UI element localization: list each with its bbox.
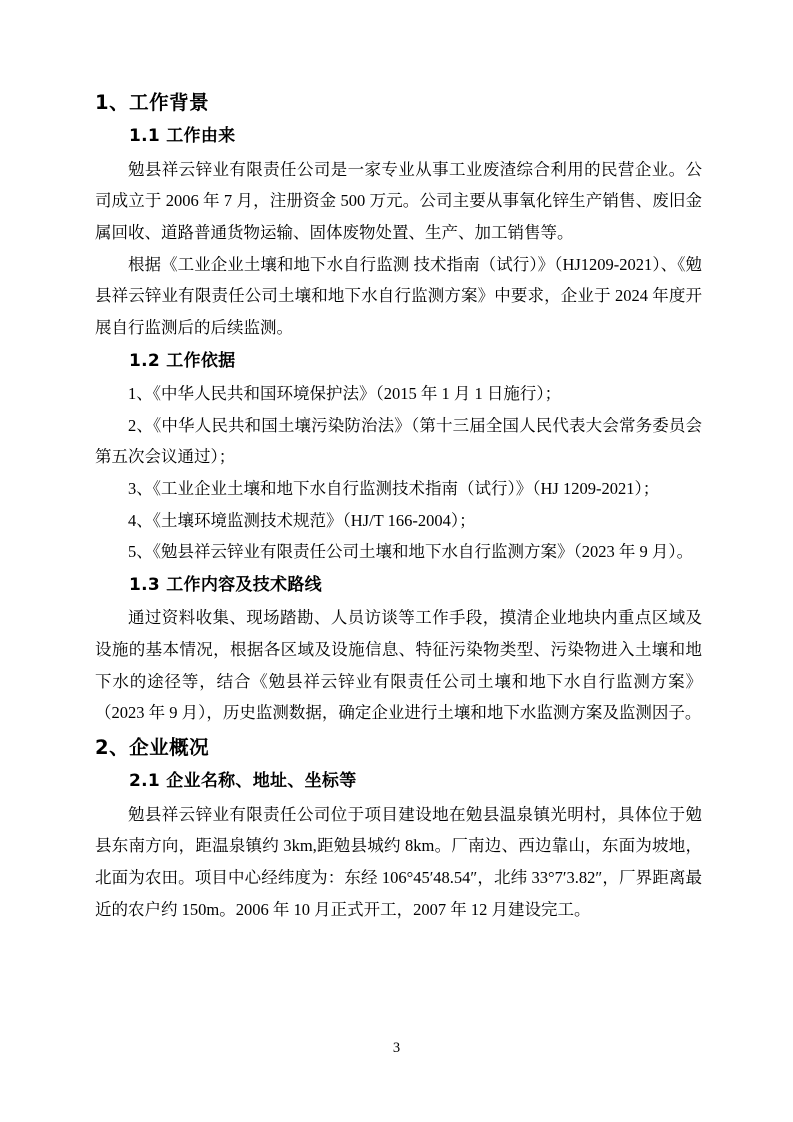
heading-work-background: 1、工作背景 bbox=[95, 91, 210, 114]
list-item-basis-2: 2、《中华人民共和国土壤污染防治法》（第十三届全国人民代表大会常务委员会第五次会议通过）； bbox=[95, 415, 702, 467]
heading-enterprise-name-address: 2.1 企业名称、地址、坐标等 bbox=[129, 771, 357, 792]
heading-enterprise-overview: 2、企业概况 bbox=[95, 736, 210, 760]
document-body bbox=[95, 88, 702, 925]
heading-work-basis: 1.2 工作依据 bbox=[129, 350, 236, 371]
paragraph-monitoring-basis: 根据《工业企业土壤和地下水自行监测 技术指南（试行）》（HJ1209-2021）、《勉县祥云锌业有限责任公司土壤和地下水自行监测方案》中要求，企业于 2024 年度开展自行监测后的后续监测。 bbox=[95, 254, 702, 337]
heading-work-origin: 1.1 工作由来 bbox=[129, 126, 236, 147]
list-item-basis-4: 4、《土壤环境监测技术规范》（HJ/T 166-2004）； bbox=[128, 510, 476, 530]
page-number: 3 bbox=[392, 1040, 401, 1056]
list-item-basis-1: 1、《中华人民共和国环境保护法》（2015 年 1 月 1 日施行）； bbox=[128, 383, 562, 403]
heading-work-content: 1.3 工作内容及技术路线 bbox=[129, 575, 322, 595]
list-item-basis-5: 5、《勉县祥云锌业有限责任公司土壤和地下水自行监测方案》（2023 年 9 月）。 bbox=[128, 542, 694, 562]
paragraph-work-content: 通过资料收集、现场踏勘、人员访谈等工作手段，摸清企业地块内重点区域及设施的基本情况，根据各区域及设施信息、特征污染物类型、污染物进入土壤和地下水的途径等，结合《勉县祥云锌业有限责任公司土壤和地下水自行监测方案》（2023 年 9 月），历史监测数据，确定企业进行土壤和地下水监测方案及监测因子。 bbox=[95, 608, 702, 723]
paragraph-enterprise-location: 勉县祥云锌业有限责任公司位于项目建设地在勉县温泉镇光明村，具体位于勉县东南方向，距温泉镇约 3km,距勉县城约 8km。厂南边、西边靠山，东面为坡地，北面为农田。项目中心经纬度为：东经 106°45′48.54″，北纬 33°7′3.82″，厂界距离最近的农户约 150m。2006 年 10 月正式开工，2007 年 12 月建设完工。 bbox=[95, 804, 702, 919]
list-item-basis-3: 3、《工业企业土壤和地下水自行监测技术指南（试行）》（HJ 1209-2021）； bbox=[128, 478, 660, 498]
paragraph-company-intro: 勉县祥云锌业有限责任公司是一家专业从事工业废渣综合利用的民营企业。公司成立于 2006 年 7 月，注册资金 500 万元。公司主要从事氧化锌生产销售、废旧金属回收、道路普通货物运输、固体废物处置、生产、加工销售等。 bbox=[95, 159, 702, 242]
